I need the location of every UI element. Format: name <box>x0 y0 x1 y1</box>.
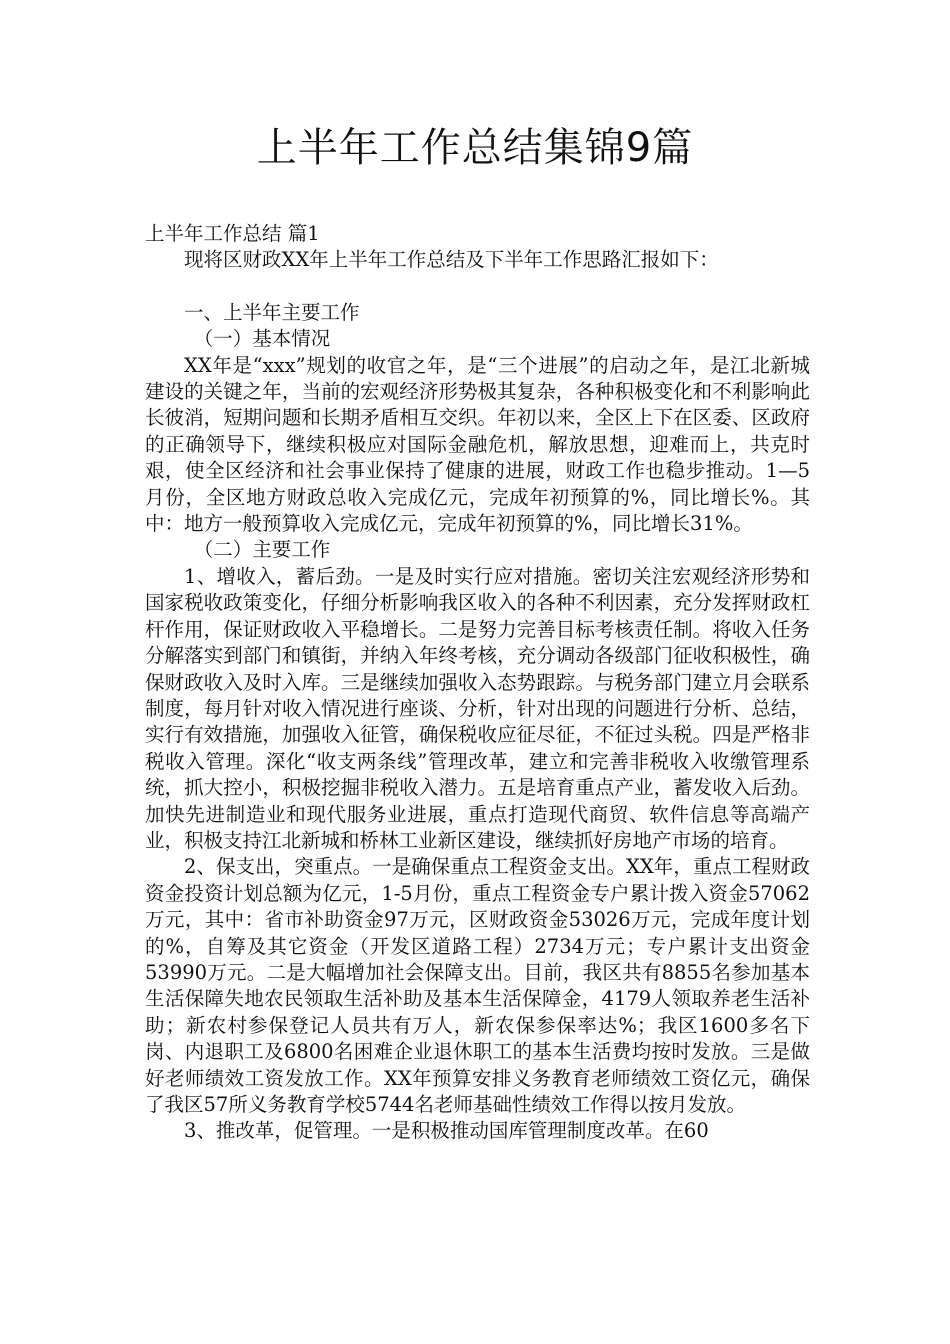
blank-line <box>145 274 810 300</box>
section-label: 上半年工作总结 篇1 <box>145 222 320 245</box>
subheading-main-work: （二）主要工作 <box>193 538 331 562</box>
document-body <box>145 221 810 1145</box>
subheading-basic-situation: （一）基本情况 <box>193 327 331 351</box>
paragraph-ensure-expenditure: 2、保支出，突重点。一是确保重点工程资金支出。XX年，重点工程财政资金投资计划总额为亿元，1-5月份，重点工程资金专户累计拨入资金57062万元，其中：省市补助资金97万元，区财政资金53026万元，完成年度计划的%，自筹及其它资金（开发区道路工程）2734万元；专户累计支出资金53990万元。二是大幅增加社会保障支出。目前，我区共有8855名参加基本生活保障失地农民领取生活补助及基本生活保障金，4179人领取养老生活补助；新农村参保登记人员共有万人，新农保参保率达%；我区1600多名下岗、内退职工及6800名困难企业退休职工的基本生活费均按时发放。三是做好老师绩效工资发放工作。XX年预算安排义务教育老师绩效工资亿元，确保了我区57所义务教育学校5744名老师基础性绩效工作得以按月发放。 <box>145 855 810 1116</box>
paragraph-promote-reform: 3、推改革，促管理。一是积极推动国库管理制度改革。在60 <box>184 1119 709 1143</box>
document-title: 上半年工作总结集锦9篇 <box>256 125 694 171</box>
paragraph-increase-revenue: 1、增收入，蓄后劲。一是及时实行应对措施。密切关注宏观经济形势和国家税收政策变化，仔细分析影响我区收入的各种不利因素，充分发挥财政杠杆作用，保证财政收入平稳增长。二是努力完善目标考核责任制。将收入任务分解落实到部门和镇街，并纳入年终考核，充分调动各级部门征收积极性，确保财政收入及时入库。三是继续加强收入态势跟踪。与税务部门建立月会联系制度，每月针对收入情况进行座谈、分析，针对出现的问题进行分析、总结，实行有效措施，加强收入征管，确保税收应征尽征，不征过头税。四是严格非税收入管理。深化“收支两条线”管理改革，建立和完善非税收入收缴管理系统，抓大控小，积极挖掘非税收入潜力。五是培育重点产业，蓄发收入后劲。加快先进制造业和现代服务业进展，重点打造现代商贸、软件信息等高端产业，积极支持江北新城和桥林工业新区建设，继续抓好房地产市场的培育。 <box>145 564 810 852</box>
heading-main-work: 一、上半年主要工作 <box>184 300 360 324</box>
paragraph-basic-situation: XX年是“xxx”规划的收官之年，是“三个进展”的启动之年，是江北新城建设的关键之年，当前的宏观经济形势极其复杂，各种积极变化和不利影响此长彼消，短期问题和长期矛盾相互交织。年初以来，全区上下在区委、区政府的正确领导下，继续积极应对国际金融危机，解放思想，迎难而上，共克时艰，使全区经济和社会事业保持了健康的进展，财政工作也稳步推动。1—5月份，全区地方财政总收入完成亿元，完成年初预算的%，同比增长%。其中：地方一般预算收入完成亿元，完成年初预算的%，同比增长31%。 <box>145 353 810 536</box>
intro-paragraph: 现将区财政XX年上半年工作总结及下半年工作思路汇报如下： <box>184 248 719 272</box>
